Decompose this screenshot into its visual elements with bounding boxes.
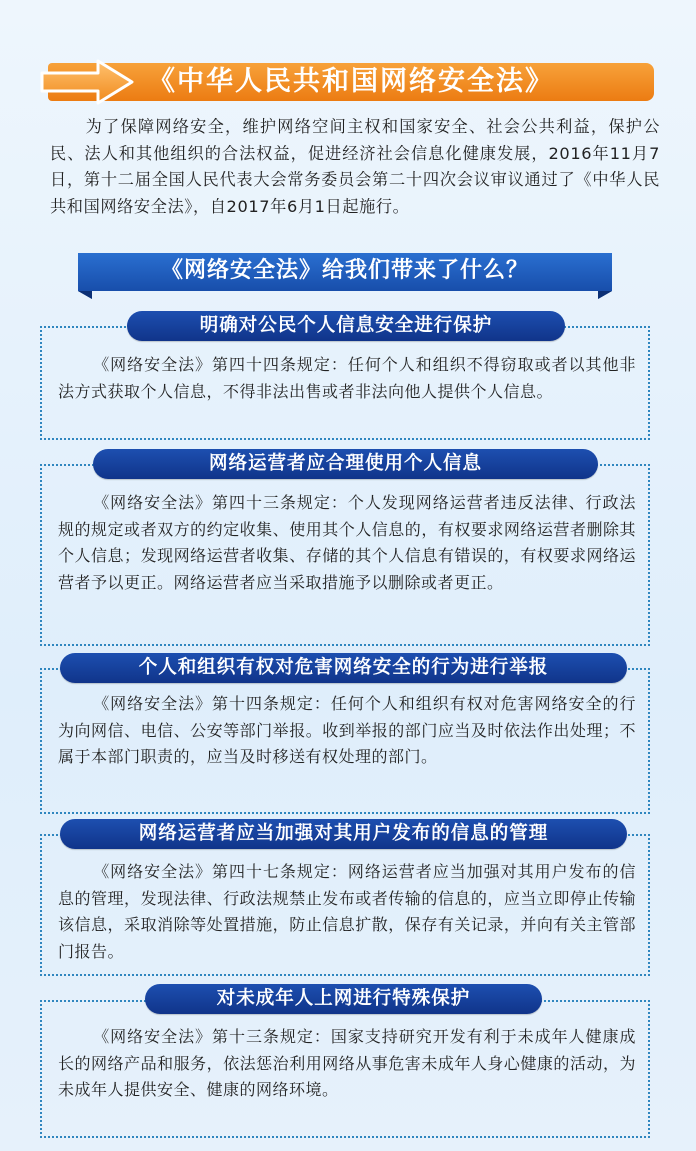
section-text-5: 《网络安全法》第十三条规定：国家支持研究开发有利于未成年人健康成长的网络产品和服务，依法惩治利用网络从事危害未成年人身心健康的活动，为未成年人提供安全、健康的网络环境。 bbox=[58, 1027, 636, 1100]
section-heading-4: 网络运营者应当加强对其用户发布的信息的管理 bbox=[60, 819, 627, 849]
section-heading-5: 对未成年人上网进行特殊保护 bbox=[145, 984, 542, 1014]
title-banner bbox=[38, 59, 656, 103]
main-title: 《中华人民共和国网络安全法》 bbox=[148, 66, 554, 97]
arrow-icon bbox=[38, 59, 138, 105]
section-heading-1: 明确对公民个人信息安全进行保护 bbox=[127, 311, 565, 341]
intro-paragraph bbox=[50, 114, 660, 221]
section-text-1: 《网络安全法》第四十四条规定：任何个人和组织不得窃取或者以其他非法方式获取个人信息，不得非法出售或者非法向他人提供个人信息。 bbox=[58, 355, 636, 401]
subtitle: 《网络安全法》给我们带来了什么？ bbox=[160, 258, 529, 283]
section-body-2 bbox=[58, 490, 636, 596]
section-heading-2: 网络运营者应合理使用个人信息 bbox=[93, 449, 598, 479]
section-body-5 bbox=[58, 1024, 636, 1104]
section-heading-3: 个人和组织有权对危害网络安全的行为进行举报 bbox=[60, 653, 627, 683]
section-text-4: 《网络安全法》第四十七条规定：网络运营者应当加强对其用户发布的信息的管理，发现法律、行政法规禁止发布或者传输的信息的，应当立即停止传输该信息，采取消除等处置措施，防止信息扩散，保存有关记录，并向有关主管部门报告。 bbox=[58, 862, 636, 961]
intro-text: 为了保障网络安全，维护网络空间主权和国家安全、社会公共利益，保护公民、法人和其他组织的合法权益，促进经济社会信息化健康发展，2016年11月7日，第十二届全国人民代表大会常务委员会第二十四次会议审议通过了《中华人民共和国网络安全法》，自2017年6月1日起施行。 bbox=[50, 117, 660, 217]
section-body-1 bbox=[58, 352, 636, 405]
section-body-4 bbox=[58, 859, 636, 965]
section-text-3: 《网络安全法》第十四条规定：任何个人和组织有权对危害网络安全的行为向网信、电信、公安等部门举报。收到举报的部门应当及时依法作出处理；不属于本部门职责的，应当及时移送有权处理的部门。 bbox=[58, 694, 636, 767]
section-body-3 bbox=[58, 691, 636, 771]
section-text-2: 《网络安全法》第四十三条规定：个人发现网络运营者违反法律、行政法规的规定或者双方的约定收集、使用其个人信息的，有权要求网络运营者删除其个人信息；发现网络运营者收集、存储的其个人信息有错误的，有权要求网络运营者予以更正。网络运营者应当采取措施予以删除或者更正。 bbox=[58, 493, 636, 592]
subtitle-banner bbox=[78, 249, 612, 301]
